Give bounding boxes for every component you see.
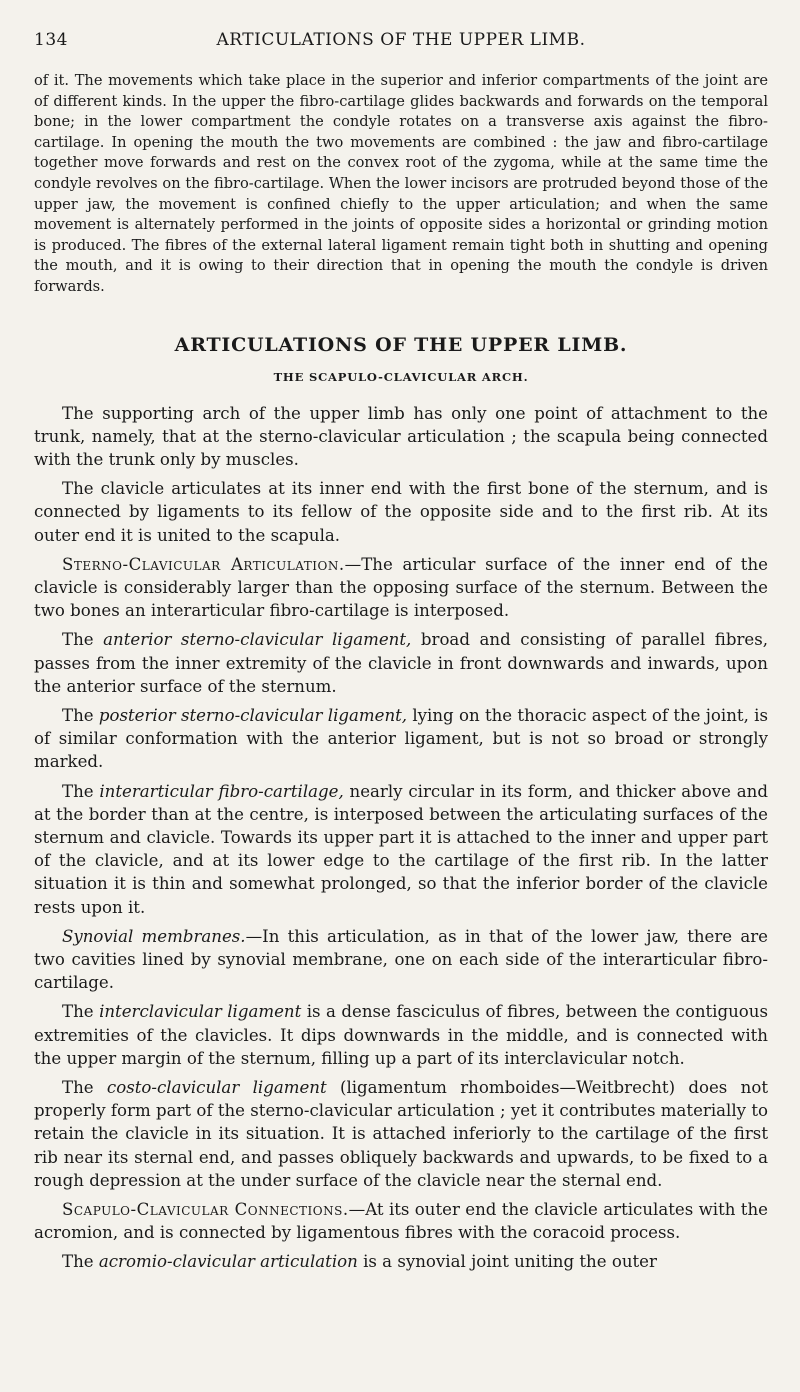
paragraph-8-body: is a dense fasciculus of fibres, between the contiguous extremities of the clavicles. It dips downwards in the middle, and is connected with the upper margin of the sternum, filling up a part of its interclavicular notch. <box>34 1002 768 1068</box>
paragraph-2: The clavicle articulates at its inner end with the first bone of the sternum, and is connected by ligaments to its fellow of the opposite side and to the first rib. At its outer end it is united to the scapula. <box>34 479 768 545</box>
paragraph-5 <box>34 704 768 774</box>
paragraph-7-body: —In this articulation, as in that of the lower jaw, there are two cavities lined by synovial membrane, one on each side of the interarticular fibro-cartilage. <box>34 926 768 993</box>
term-anterior-ligament: anterior sterno-clavicular ligament, <box>103 630 412 650</box>
term-costo-clavicular-ligament: costo-clavicular ligament <box>106 1078 327 1098</box>
paragraph-10-body: —At its outer end the clavicle articulates with the acromion, and is connected by ligamentous fibres with the coracoid process. <box>34 1200 768 1243</box>
term-posterior-ligament: posterior sterno-clavicular ligament, <box>98 705 408 725</box>
paragraph-3-body: —The articular surface of the inner end of the clavicle is considerably larger than the opposing surface of the sternum. Between the two bones an interarticular fibro-cartilage is interposed. <box>34 554 768 621</box>
term-acromio-clavicular-articulation: acromio-clavicular articulation <box>98 1252 358 1272</box>
paragraph-8-pre: The <box>62 1002 100 1022</box>
book-page <box>34 30 768 1280</box>
paragraph-1: The supporting arch of the upper limb has only one point of attachment to the trunk, namely, that at the sterno-clavicular articulation ; the scapula being connected with the trunk only by muscles. <box>34 403 768 469</box>
paragraph-7 <box>34 925 768 995</box>
intro-text-block <box>34 71 768 298</box>
paragraph-4-body: broad and consisting of parallel fibres, passes from the inner extremity of the clavicle in front downwards and inwards, upon the anterior surface of the sternum. <box>34 630 768 696</box>
paragraph-9-pre: The <box>62 1078 107 1098</box>
paragraph-5-body: lying on the thoracic aspect of the joint, is of similar conformation with the anterior ligament, but is not so broad or strongly marked. <box>34 705 768 772</box>
section-heading: ARTICULATIONS OF THE UPPER LIMB. <box>174 333 628 356</box>
page-number: 134 <box>34 30 68 50</box>
paragraph-5-pre: The <box>62 705 99 725</box>
intro-paragraph: of it. The movements which take place in the superior and inferior compartments of the joint are of different kinds. In the upper the fibro-cartilage glides backwards and forwards on the temporal bone; in the lower compartment the condyle rotates on a transverse axis against the fibro-cartilage. In opening the mouth the two movements are combined : the jaw and fibro-cartilage together move forwards and rest on the convex root of the zygoma, while at the same time the condyle revolves on the fibro-cartilage. When the lower incisors are protruded beyond those of the upper jaw, the movement is confined chiefly to the upper articulation; and when the same movement is alternately performed in the joints of opposite sides a horizontal or grinding motion is produced. The fibres of the external lateral ligament remain tight both in shutting and opening the mouth, and it is owing to their direction that in opening the mouth the condyle is driven forwards. <box>34 72 768 295</box>
paragraph-11-body: is a synovial joint uniting the outer <box>357 1252 657 1272</box>
paragraph-6 <box>34 780 768 919</box>
paragraph-9 <box>34 1076 768 1192</box>
paragraph-8 <box>34 1000 768 1070</box>
term-synovial-membranes: Synovial membranes. <box>62 926 246 946</box>
paragraph-4 <box>34 628 768 698</box>
paragraph-6-body: nearly circular in its form, and thicker above and at the border than at the centre, is interposed between the articulating surfaces of the sternum and clavicle. Towards its upper part it is attached to the inner and upper part of the clavicle, and at its lower edge to the cartilage of the first rib. In the latter situation it is thin and somewhat prolonged, so that the inferior border of the clavicle rests upon it. <box>34 781 768 917</box>
paragraph-4-pre: The <box>62 630 104 650</box>
paragraph-6-pre: The <box>62 781 100 801</box>
term-interclavicular-ligament: interclavicular ligament <box>99 1002 302 1022</box>
paragraph-3 <box>34 553 768 623</box>
scapulo-clavicular-heading: Scapulo-Clavicular Connections. <box>62 1200 349 1220</box>
subsection-heading: THE SCAPULO-CLAVICULAR ARCH. <box>273 369 529 384</box>
running-title: ARTICULATIONS OF THE UPPER LIMB. <box>216 30 586 50</box>
sterno-clavicular-heading: Sterno-Clavicular Articulation. <box>62 554 345 574</box>
paragraph-11-pre: The <box>62 1252 99 1272</box>
body-text <box>34 402 768 1274</box>
paragraph-9-body: (ligamentum rhomboides—Weitbrecht) does not properly form part of the sterno-clavicular articulation ; yet it contributes materially to retain the clavicle in its situation. It is attached inferiorly to the cartilage of the first rib near its sternal end, and passes obliquely backwards and upwards, to be fixed to a rough depression at the under surface of the clavicle near the sternal end. <box>34 1078 768 1190</box>
paragraph-10 <box>34 1198 768 1244</box>
paragraph-11 <box>34 1250 768 1273</box>
term-interarticular-fibro-cartilage: interarticular fibro-cartilage, <box>99 781 344 801</box>
running-header <box>34 30 768 50</box>
